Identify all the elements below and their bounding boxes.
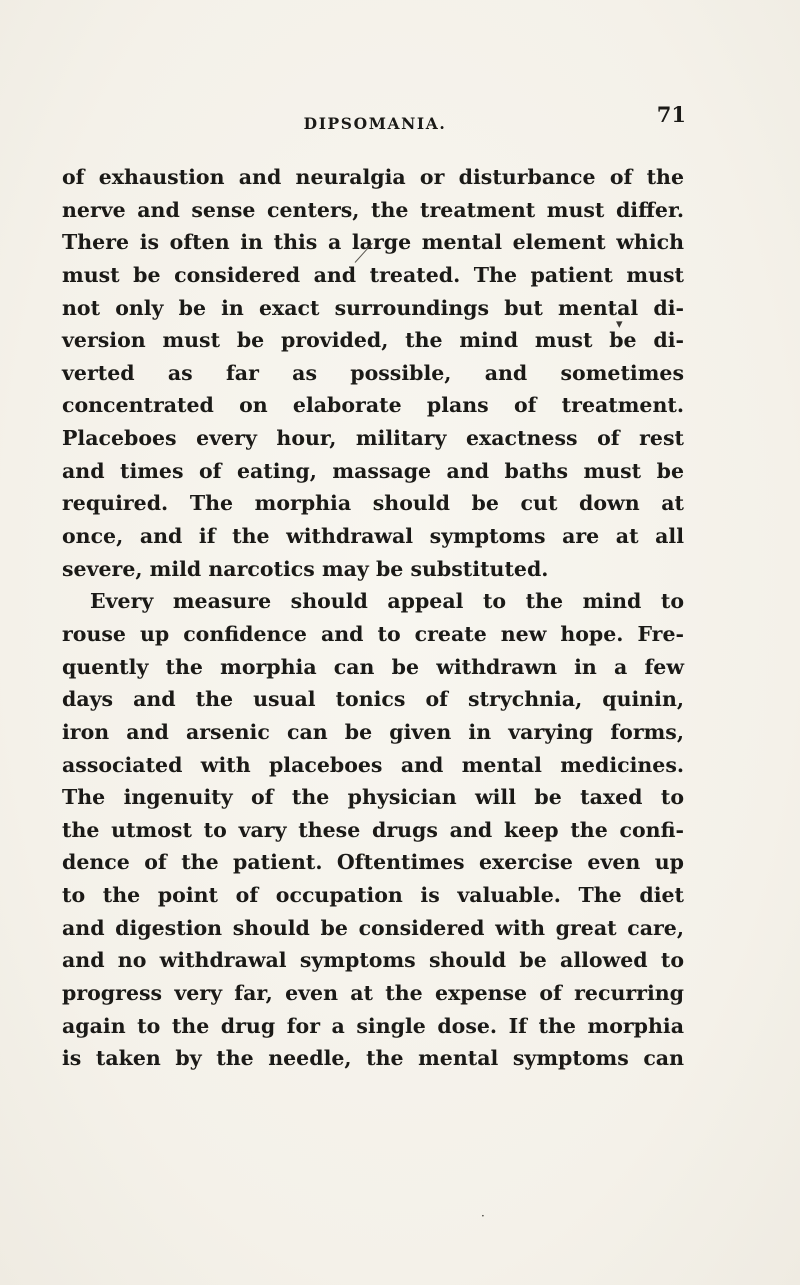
- page-number: 71: [656, 102, 686, 127]
- text-line: nerve and sense centers, the treatment must differ.: [62, 197, 684, 222]
- text-line: again to the drug for a single dose. If the morphia: [62, 1013, 684, 1038]
- running-title: DIPSOMANIA.: [303, 114, 447, 133]
- text-line: and digestion should be considered with great care,: [62, 915, 684, 940]
- text-line: days and the usual tonics of strychnia, quinin,: [62, 687, 684, 712]
- text-line: version must be provided, the mind must be di-: [62, 328, 684, 353]
- text-line: associated with placeboes and mental medicines.: [62, 752, 684, 777]
- text-line: quently the morphia can be withdrawn in a few: [62, 654, 684, 679]
- text-line: Placeboes every hour, military exactness of rest: [62, 426, 684, 451]
- text-line: the utmost to vary these drugs and keep the confi-: [62, 817, 684, 842]
- stray-ink-mark: ·: [481, 1209, 485, 1223]
- text-line: of exhaustion and neuralgia or disturbance of the: [62, 165, 684, 189]
- text-line: required. The morphia should be cut down at: [62, 491, 684, 516]
- text-line: and no withdrawal symptoms should be allowed to: [62, 948, 684, 973]
- body-text: [62, 161, 684, 1075]
- text-line: once, and if the withdrawal symptoms are at all: [62, 524, 684, 549]
- text-line: and times of eating, massage and baths must be: [62, 458, 684, 483]
- margin-tick-mark: ▾: [616, 317, 623, 332]
- paragraph-start-line: Every measure should appeal to the mind to: [90, 589, 684, 614]
- text-line: The ingenuity of the physician will be taxed to: [62, 785, 684, 810]
- text-line: There is often in this a large mental element which: [62, 230, 684, 255]
- text-line: verted as far as possible, and sometimes: [62, 360, 684, 385]
- text-line: iron and arsenic can be given in varying forms,: [62, 719, 684, 744]
- text-line: rouse up confidence and to create new hope. Fre-: [62, 621, 684, 646]
- text-line: not only be in exact surroundings but mental di-: [62, 295, 684, 320]
- text-line: is taken by the needle, the mental symptoms can: [62, 1046, 684, 1071]
- text-line: progress very far, even at the expense of recurring: [62, 981, 684, 1006]
- text-line: concentrated on elaborate plans of treatment.: [62, 393, 684, 418]
- text-line: dence of the patient. Oftentimes exercise even up: [62, 850, 684, 875]
- text-line: to the point of occupation is valuable. The diet: [62, 883, 684, 908]
- text-line: must be considered and treated. The patient must: [62, 262, 684, 287]
- running-head: [64, 102, 686, 134]
- text-line: severe, mild narcotics may be substituted.: [62, 556, 549, 581]
